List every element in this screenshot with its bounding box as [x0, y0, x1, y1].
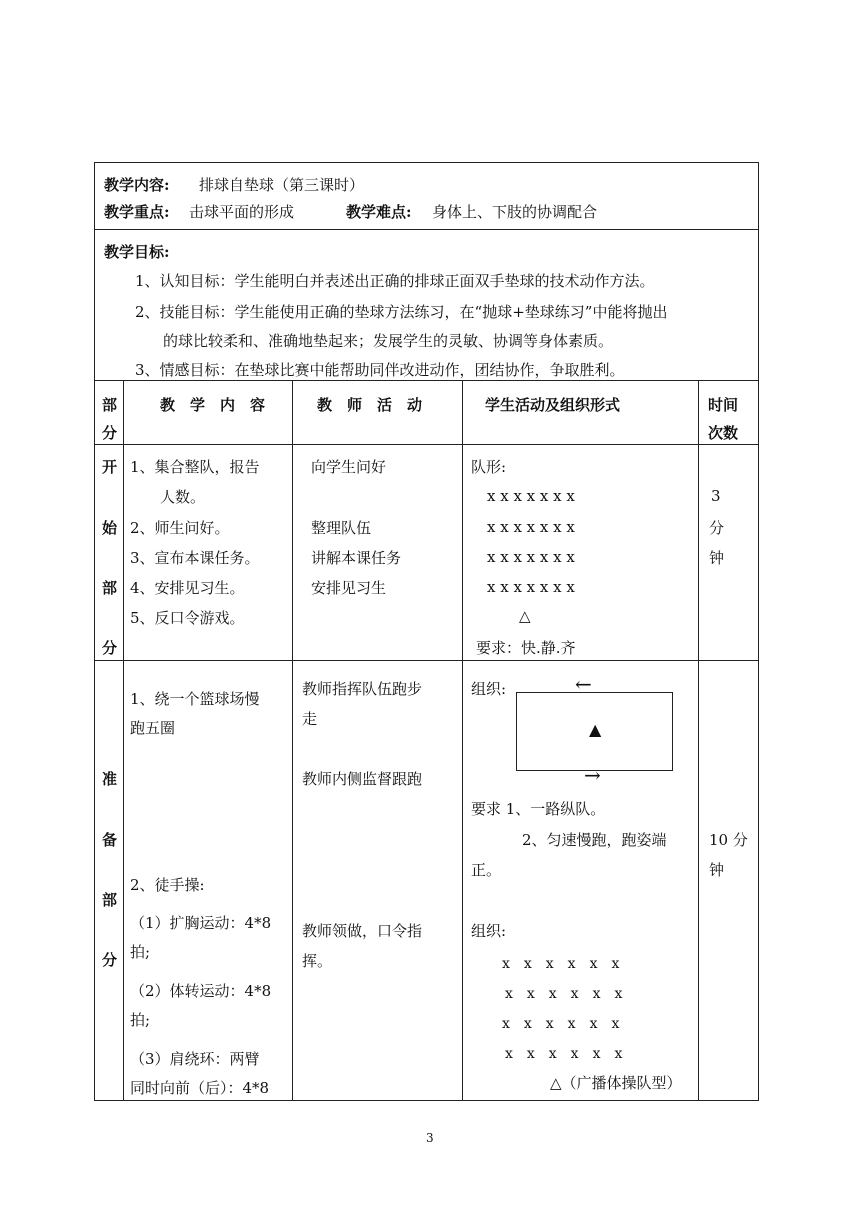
- start-content-3: 3、宣布本课任务。: [130, 549, 260, 567]
- column-divider-2: [292, 380, 293, 1100]
- col-time-line2: 次数: [708, 424, 739, 442]
- prep-teacher-1b: 走: [302, 710, 318, 728]
- prep-requirement-1: 要求 1、一路纵队。: [471, 800, 606, 818]
- start-content-1b: 人数。: [160, 488, 206, 506]
- objective-skill-line1: 2、技能目标：学生能使用正确的垫球方法练习，在“抛球+垫球练习”中能将抛出: [135, 303, 668, 321]
- formation-label: 队形:: [471, 458, 507, 476]
- prep-content-1b: 跑五圈: [130, 719, 176, 737]
- prep-content-3a: （1）扩胸运动：4*8: [130, 914, 272, 932]
- start-teacher-3: 讲解本课任务: [311, 549, 402, 567]
- prep-content-5b: 同时向前（后）：4*8: [130, 1079, 270, 1097]
- exercise-row-4: x x x x x x: [505, 1046, 623, 1062]
- objective-affective: 3、情感目标：在垫球比赛中能帮助同伴改进动作，团结协作，争取胜利。: [135, 361, 625, 379]
- difficulty-label: 教学难点:: [346, 203, 412, 221]
- start-part-char-1: 开: [102, 458, 118, 476]
- start-teacher-2: 整理队伍: [311, 519, 372, 537]
- objective-cognitive: 1、认知目标：学生能明白并表述出正确的排球正面双手垫球的技术动作方法。: [135, 272, 655, 290]
- column-divider-3: [462, 380, 463, 1100]
- arrow-right-icon: →: [584, 763, 601, 787]
- formation-row-3: x x x x x x x: [487, 548, 575, 566]
- start-time-1: 3: [711, 487, 721, 505]
- focus-value: 击球平面的形成: [189, 203, 295, 221]
- start-time-2: 分: [709, 519, 725, 537]
- start-teacher-4: 安排见习生: [311, 579, 387, 597]
- prep-part-char-2: 备: [102, 831, 118, 849]
- content-value: 排球自垫球（第三课时）: [199, 176, 365, 194]
- center-triangle-icon: ▲: [589, 720, 602, 739]
- column-divider-4: [698, 380, 699, 1100]
- start-part-char-4: 分: [102, 639, 118, 657]
- table-border-top: [94, 162, 759, 163]
- divider-after-column-header: [94, 444, 759, 445]
- prep-teacher-2: 教师内侧监督跟跑: [302, 770, 423, 788]
- formation-row-2: x x x x x x x: [487, 518, 575, 536]
- start-part-char-2: 始: [102, 519, 118, 537]
- prep-part-char-4: 分: [102, 951, 118, 969]
- teacher-triangle-icon: △: [519, 607, 531, 625]
- divider-after-start-section: [94, 660, 759, 661]
- objective-skill-line2: 的球比较柔和、准确地垫起来；发展学生的灵敏、协调等身体素质。: [163, 332, 614, 350]
- prep-requirement-3: 正。: [471, 861, 502, 879]
- divider-after-objectives: [94, 380, 759, 381]
- prep-content-4a: （2）体转运动：4*8: [130, 982, 272, 1000]
- prep-requirement-2: 2、匀速慢跑，跑姿端: [522, 831, 667, 849]
- prep-teacher-1a: 教师指挥队伍跑步: [302, 680, 423, 698]
- col-student: 学生活动及组织形式: [485, 396, 621, 414]
- page-number: 3: [426, 1131, 434, 1145]
- arrow-left-icon: ←: [575, 672, 592, 696]
- exercise-caption: △（广播体操队型）: [550, 1074, 682, 1092]
- col-time-line1: 时间: [708, 396, 739, 414]
- formation-row-4: x x x x x x x: [487, 578, 575, 596]
- prep-time-2: 钟: [709, 861, 725, 879]
- col-teacher: 教 师 活 动: [317, 396, 423, 414]
- objectives-title: 教学目标:: [104, 243, 170, 261]
- prep-part-char-1: 准: [102, 770, 118, 788]
- formation-row-1: x x x x x x x: [487, 487, 575, 505]
- start-content-5: 5、反口令游戏。: [130, 609, 245, 627]
- col-content: 教 学 内 容: [160, 396, 266, 414]
- start-content-2: 2、师生问好。: [130, 519, 230, 537]
- column-divider-1: [123, 380, 124, 1100]
- start-content-4: 4、安排见习生。: [130, 579, 245, 597]
- exercise-row-2: x x x x x x: [505, 986, 623, 1002]
- prep-content-3b: 拍;: [130, 943, 151, 961]
- prep-teacher-3b: 挥。: [302, 952, 333, 970]
- table-border-bottom: [94, 1100, 759, 1101]
- difficulty-value: 身体上、下肢的协调配合: [432, 203, 598, 221]
- start-requirement: 要求：快.静.齐: [476, 639, 576, 657]
- content-label: 教学内容:: [104, 176, 170, 194]
- divider-after-header: [94, 229, 759, 230]
- start-part-char-3: 部: [102, 579, 118, 597]
- exercise-row-3: x x x x x x: [502, 1016, 620, 1032]
- org2-label: 组织:: [471, 922, 507, 940]
- start-content-1a: 1、集合整队，报告: [130, 458, 260, 476]
- exercise-row-1: x x x x x x: [502, 956, 620, 972]
- prep-content-1a: 1、绕一个篮球场慢: [130, 690, 260, 708]
- start-time-3: 钟: [709, 549, 725, 567]
- prep-time-1: 10 分: [709, 831, 748, 849]
- prep-content-2: 2、徒手操:: [130, 876, 205, 894]
- col-part-line2: 分: [102, 424, 118, 442]
- prep-part-char-3: 部: [102, 891, 118, 909]
- col-part-line1: 部: [102, 396, 118, 414]
- focus-label: 教学重点:: [104, 203, 170, 221]
- start-teacher-1: 向学生问好: [311, 458, 387, 476]
- prep-content-5a: （3）肩绕环：两臂: [130, 1050, 260, 1068]
- org-label: 组织:: [471, 680, 507, 698]
- prep-content-4b: 拍;: [130, 1011, 151, 1029]
- table-border-left: [94, 162, 95, 1101]
- table-border-right: [758, 162, 759, 1101]
- prep-teacher-3a: 教师领做，口令指: [302, 922, 423, 940]
